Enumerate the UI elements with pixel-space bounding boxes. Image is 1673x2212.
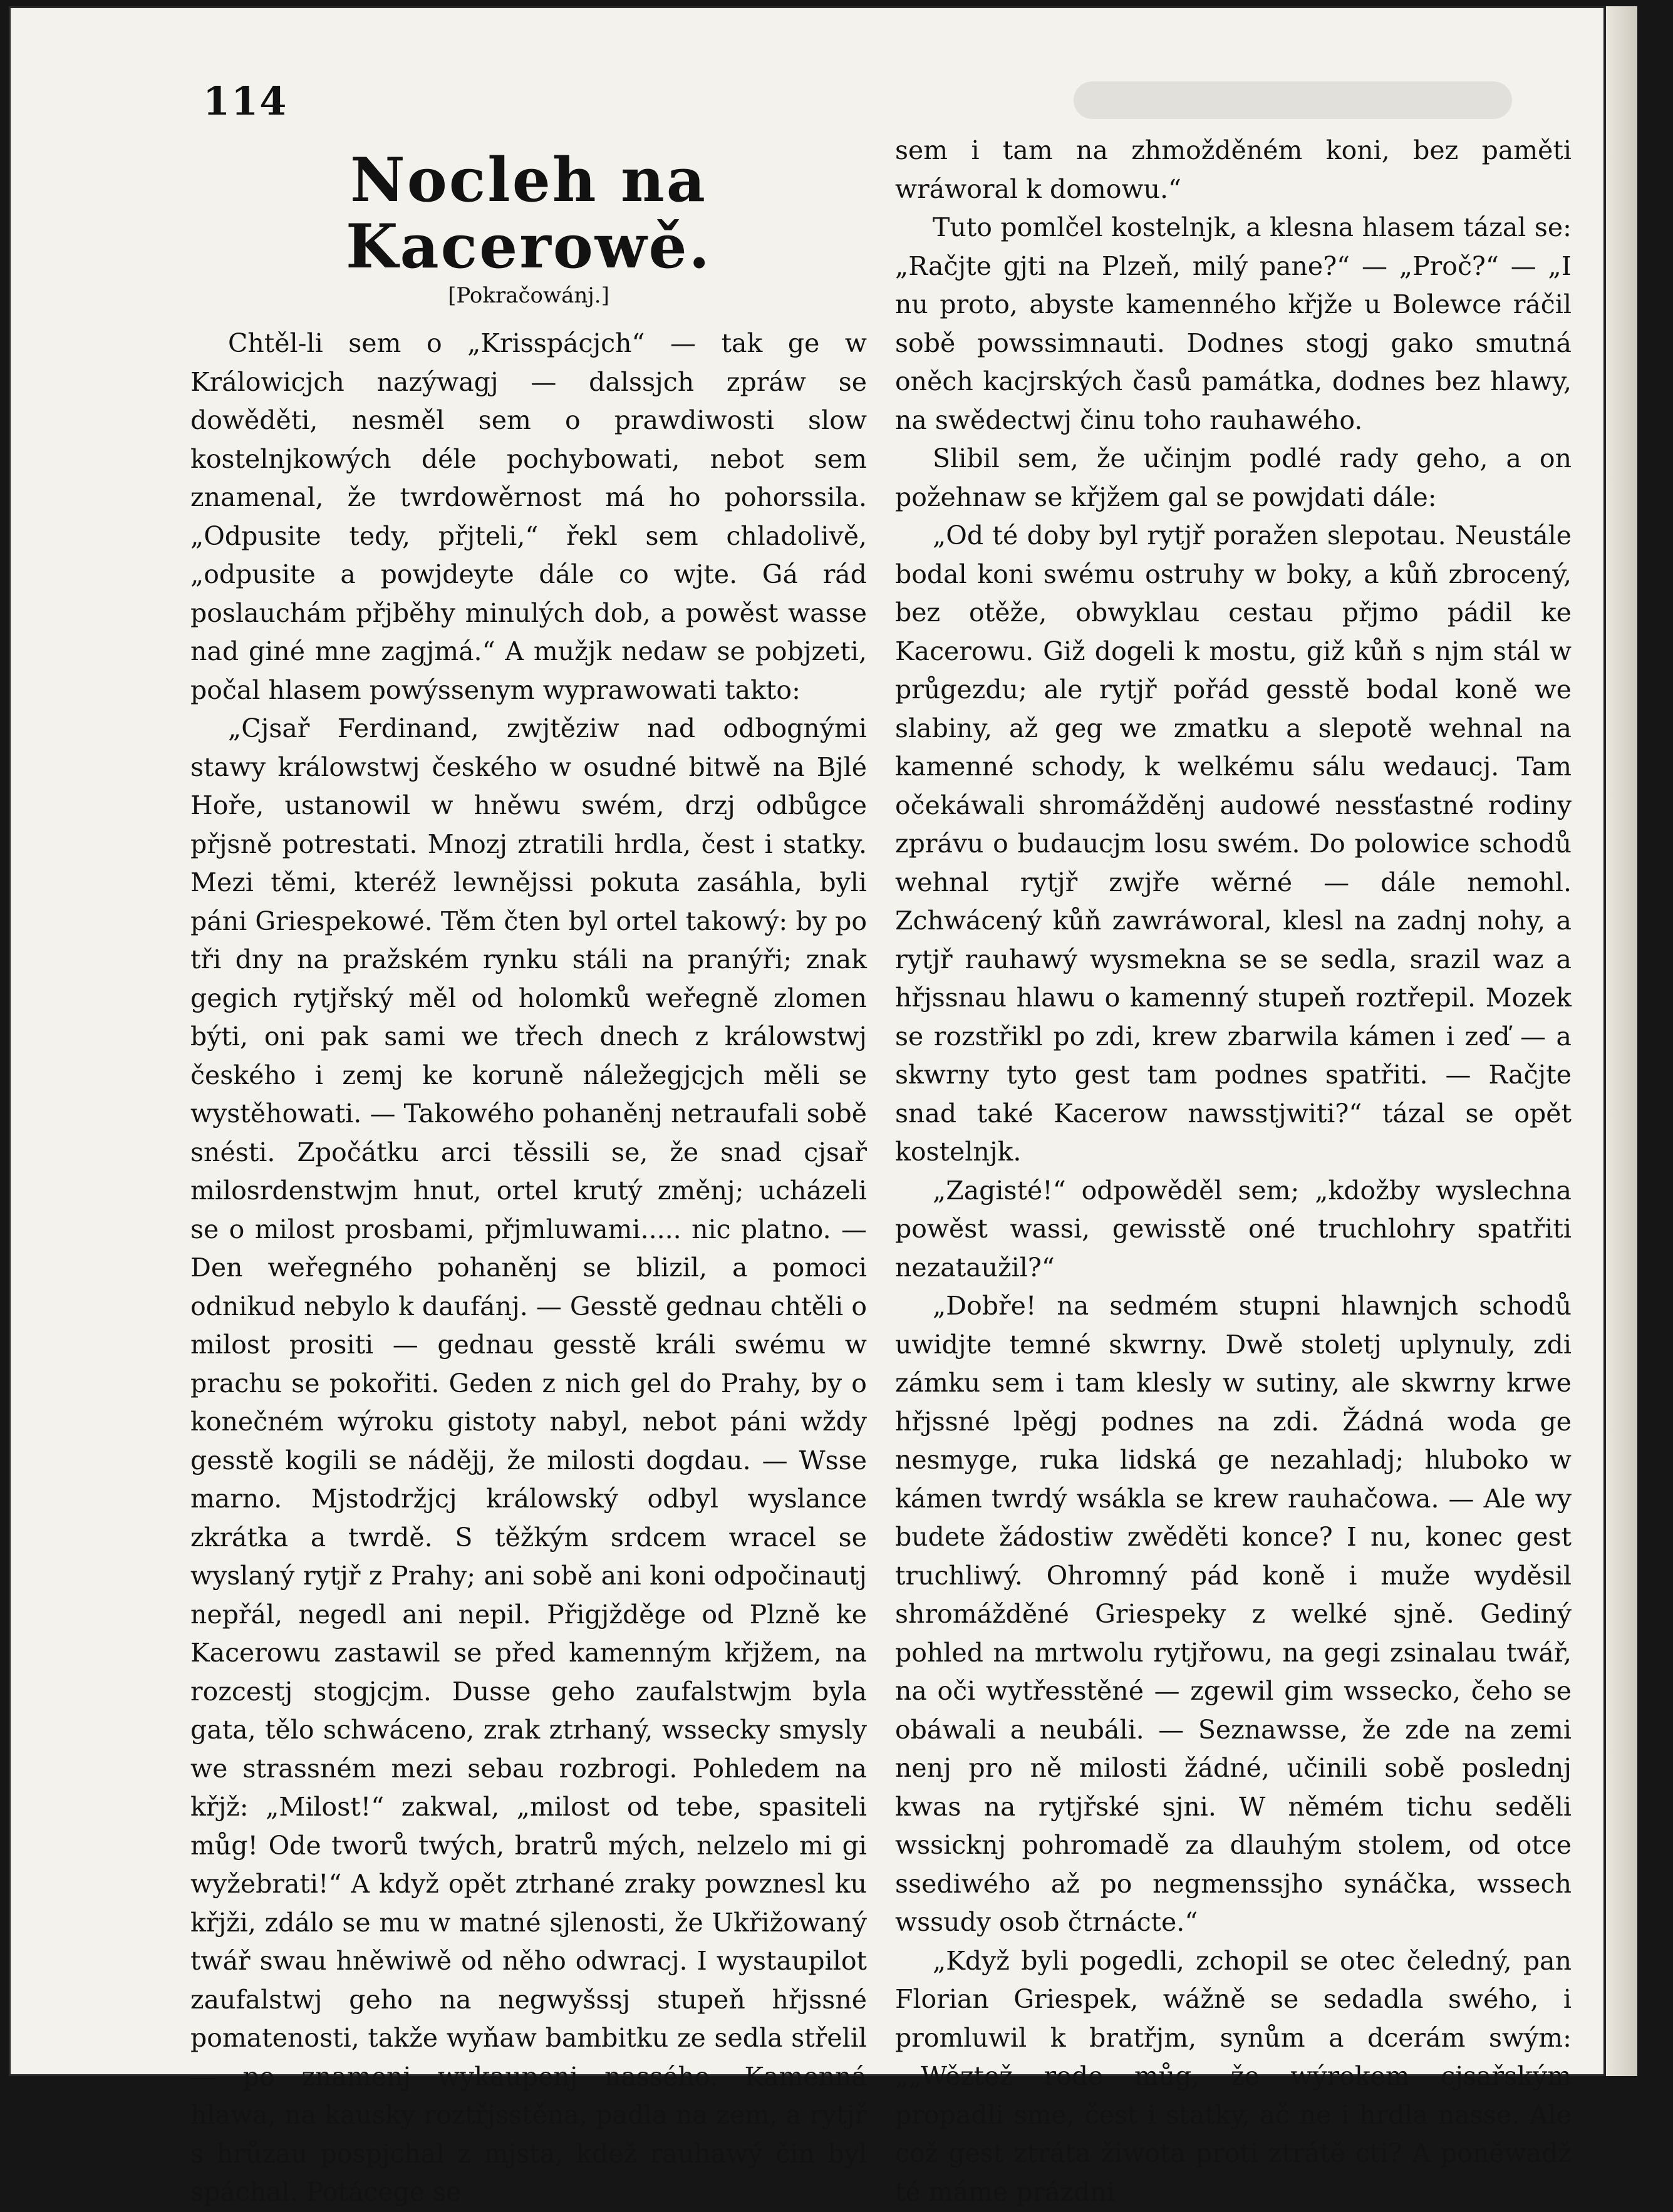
paragraph: Tuto pomlčel kostelnjk, a klesna hlasem tázal se: „Račjte gjti na Plzeň, milý pane?“ — „Proč?“ — „I nu proto, abyste kamenného křjže u Bolewce ráčil sobě powssimnauti. Dodnes stogj gako smutná oněch kacjrských časů památka, dodnes bez hlawy, na swědectwj činu toho rauhawého. <box>895 212 1572 435</box>
page-edge <box>1603 6 1637 2076</box>
left-column <box>190 132 867 2212</box>
paragraph: Chtěl-li sem o „Krisspácjch“ — tak ge w Králowicjch nazýwagj — dalssjch zpráw se dowěděti, nesměl sem o prawdiwosti slow kostelnjkowých déle pochybowati, nebot sem znamenal, že twrdowěrnost má ho pohorssila. „Odpusite tedy, přjteli,“ řekl sem chladolivě, „odpusite a powjdeyte dále co wjte. Gá rád poslauchám přjběhy minulých dob, a powěst wasse nad giné mne zagjmá.“ A mužjk nedaw se pobjzeti, počal hlasem powýssenym wyprawowati takto: <box>190 328 867 705</box>
paragraph: „Cjsař Ferdinand, zwjtěziw nad odbognými stawy králowstwj českého w osudné bitwě na Bjlé Hoře, ustanowil w hněwu swém, drzj odbůgce přjsně potrestati. Mnozj ztratili hrdla, čest i statky. Mezi těmi, kteréž lewnějssi pokuta zasáhla, byli páni Griespekowé. Těm čten byl ortel takowý: by po tři dny na pražském rynku stáli na pranýři; znak gegich rytjřský měl od holomků weřegně zlomen býti, oni pak sami we třech dnech z králowstwj českého i zemj ke koruně náležegjcjch měli se wystěhowati. — Takowého pohaněnj netraufali sobě snésti. Zpočátku arci těssili se, že snad cjsař milosrdenstwjm hnut, ortel krutý změnj; ucházeli se o milost prosbami, přjmluwami..... nic platno. — Den weřegného pohaněnj se blizil, a pomoci odnikud nebylo k daufánj. — Gesstě gednau chtěli o milost prositi — gednau gesstě králi swému w prachu se pokořiti. Geden z nich gel do Prahy, by o konečném wýroku gistoty nabyl, nebot páni wždy gesstě kogili se nádějj, že milosti dogdau. — Wsse marno. Mjstodržjcj králowský odbyl wyslance zkrátka a twrdě. S těžkým srdcem wracel se wyslaný rytjř z Prahy; ani sobě ani koni odpočinautj nepřál, negedl ani nepil. Přigjžděge od Plzně ke Kacerowu zastawil se před kamenným křjžem, na rozcestj stogjcjm. Dusse geho zaufalstwjm byla gata, tělo schwáceno, zrak ztrhaný, wssecky smysly we strassném mezi sebau rozbrogi. Pohledem na křjž: „Milost!“ zakwal, „milost od tebe, spasiteli můg! Ode tworů twých, bratrů mých, nelzelo mi gi wyžebrati!“ A když opět ztrhané zraky powznesl ku křjži, zdálo se mu w matné sjlenosti, že Ukřižowaný twář swau hněwiwě od něho odwracj. I wystaupilot zaufalstwj geho na negwyšssj stupeň hřjssné pomatenosti, takže wyňaw bambitku ze sedla střelil — po znamenj wykaupenj nassého. Kamenná hlawa, na kausky roztřjsstěna, padla na zem, a rytjř s hrůzau pospjchal z mjsta, kdež rauhawý čin byl spáchal. Potácege se <box>190 713 867 2208</box>
book-page <box>9 6 1637 2208</box>
paragraph: „Dobře! na sedmém stupni hlawnjch schodů uwidjte temné skwrny. Dwě stoletj uplynuly, zdi zámku sem i tam klesly w sutiny, ale skwrny krwe hřjssné lpěgj podnes na zdi. Žádná woda ge nesmyge, ruka lidská ge nezahladj; hluboko w kámen twrdý wsákla se krew rauhačowa. — Ale wy budete žádostiw zwěděti konce? I nu, konec gest truchliwý. Ohromný pád koně i muže wyděsil shromážděné Griespeky z welké sjně. Gediný pohled na mrtwolu rytjřowu, na gegi zsinalau twář, na oči wytřesstěné — zgewil gim wssecko, čeho se obáwali a neubáli. — Seznawsse, že zde na zemi nenj pro ně milosti žádné, učinili sobě poslednj kwas na rytjřské sjni. W němém tichu seděli wssicknj pohromadě za dlauhým stolem, od otce ssediwého až po negmenssjho synáčka, wssech wssudy osob čtrnácte.“ <box>895 1291 1572 1937</box>
paragraph: sem i tam na zhmožděném koni, bez paměti wráworal k domowu.“ <box>895 135 1572 204</box>
right-column <box>895 132 1572 2211</box>
article-title: Nocleh na Kacerowě. <box>346 145 712 282</box>
paragraph: „Od té doby byl rytjř poražen slepotau. Neustále bodal koni swému ostruhy w boky, a kůň zbrocený, bez otěže, obwyklau cestau přjmo pádil ke Kacerowu. Giž dogeli k mostu, giž kůň s njm stál w průgezdu; ale rytjř pořád gesstě bodal koně we slabiny, až geg we zmatku a slepotě wehnal na kamenné schody, k welkému sálu wedaucj. Tam očekáwali shromážděnj audowé nessťastné rodiny zprávu o budaucjm losu swém. Do polowice schodů wehnal rytjř zwjře wěrné — dále nemohl. Zchwácený kůň zawráworal, klesl na zadnj nohy, a rytjř rauhawý wysmekna se se sedla, srazil waz a hřjssnau hlawu o kamenný stupeň roztřepil. Mozek se rozstřikl po zdi, krew zbarwila kámen i zeď — a skwrny tyto gest tam podnes spatřiti. — Račjte snad také Kacerow nawsstjwiti?“ tázal se opět kostelnjk. <box>895 520 1572 1167</box>
bleed-through-shadow <box>1074 81 1512 119</box>
page-number: 114 <box>203 78 288 124</box>
paragraph: Slibil sem, že učinjm podlé rady geho, a on požehnaw se křjžem gal se powjdati dále: <box>895 443 1572 512</box>
paragraph: „Když byli pogedli, zchopil se otec čeledný, pan Florian Griespek, wážně se sedadla swého, i promluwil k bratřjm, synům a dcerám swým: „„Wěztež rode můg, že wýrokem cjsařským propadli sme, čest i statky, ač ne i hrdla nasse. Ale což gest ztráta žiwota proti ztrátě cti? A poněwadž té máme prázdni <box>895 1945 1572 2207</box>
paragraph: „Zagisté!“ odpowěděl sem; „kdožby wyslechna powěst wassi, gewisstě oné truchlohry spatřiti nezataužil?“ <box>895 1175 1572 1283</box>
article-subtitle: [Pokračowánj.] <box>448 283 609 309</box>
